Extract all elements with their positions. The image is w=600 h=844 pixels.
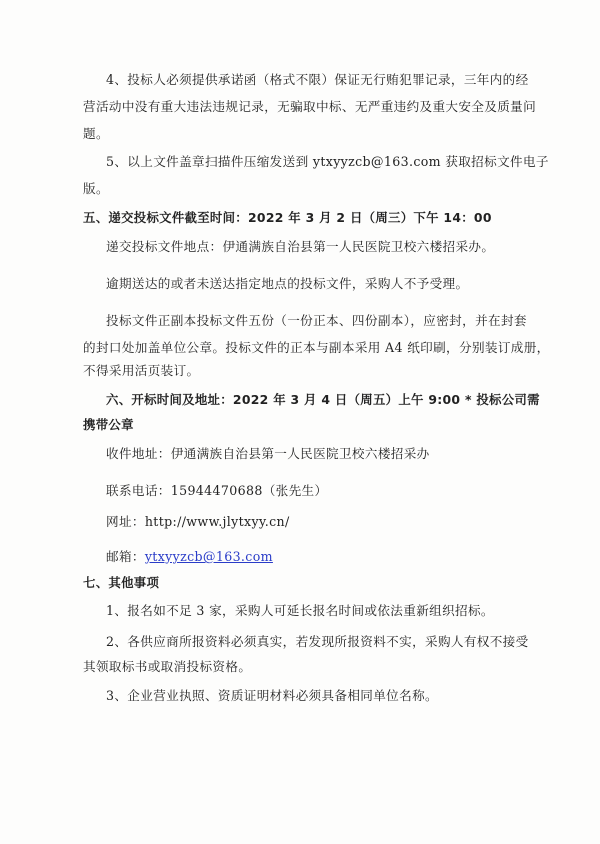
section6-heading-line2: 携带公章: [83, 417, 134, 432]
section5-late-notice: 逾期送达的或者未送达指定地点的投标文件，采购人不予受理。: [106, 276, 469, 291]
section6-email-row: [106, 549, 273, 565]
item5-line1: 5、以上文件盖章扫描件压缩发送到 ytxyyzcb@163.com 获取招标文件电子: [106, 154, 549, 169]
section5-copies-line3: 不得采用活页装订。: [83, 363, 200, 378]
email-label: 邮箱：: [106, 549, 145, 564]
section6-heading-line1: 六、开标时间及地址：2022 年 3 月 4 日（周五）上午 9:00 * 投标公司需: [106, 392, 540, 407]
section7-heading: 七、其他事项: [83, 575, 160, 590]
section5-location: 递交投标文件地点：伊通满族自治县第一人民医院卫校六楼招采办。: [106, 239, 495, 254]
item4-line1: 4、投标人必须提供承诺函（格式不限）保证无行贿犯罪记录，三年内的经: [106, 72, 529, 87]
email-link[interactable]: ytxyyzcb@163.com: [144, 549, 273, 564]
section6-website[interactable]: 网址：http://www.jlytxyy.cn/: [106, 514, 290, 529]
section7-item2-line1: 2、各供应商所报资料必须真实，若发现所报资料不实，采购人有权不接受: [106, 634, 529, 649]
section5-heading: 五、递交投标文件截至时间：2022 年 3 月 2 日（周三）下午 14：00: [83, 210, 492, 225]
item4-line3: 题。: [83, 126, 109, 141]
section5-copies-line2: 的封口处加盖单位公章。投标文件的正本与副本采用 A4 纸印刷，分别装订成册，: [83, 340, 550, 355]
item4-line2: 营活动中没有重大违法违规记录，无骗取中标、无严重违约及重大安全及质量问: [83, 99, 537, 114]
section7-item2-line2: 其领取标书或取消投标资格。: [83, 659, 252, 674]
section5-copies-line1: 投标文件正副本投标文件五份（一份正本、四份副本），应密封，并在封套: [106, 313, 527, 328]
section6-phone: 联系电话：15944470688（张先生）: [106, 483, 328, 498]
item5-line2: 版。: [83, 181, 109, 196]
section7-item3: 3、企业营业执照、资质证明材料必须具备相同单位名称。: [106, 688, 438, 703]
section7-item1: 1、报名如不足 3 家，采购人可延长报名时间或依法重新组织招标。: [106, 603, 494, 618]
section6-address: 收件地址：伊通满族自治县第一人民医院卫校六楼招采办: [106, 446, 430, 461]
